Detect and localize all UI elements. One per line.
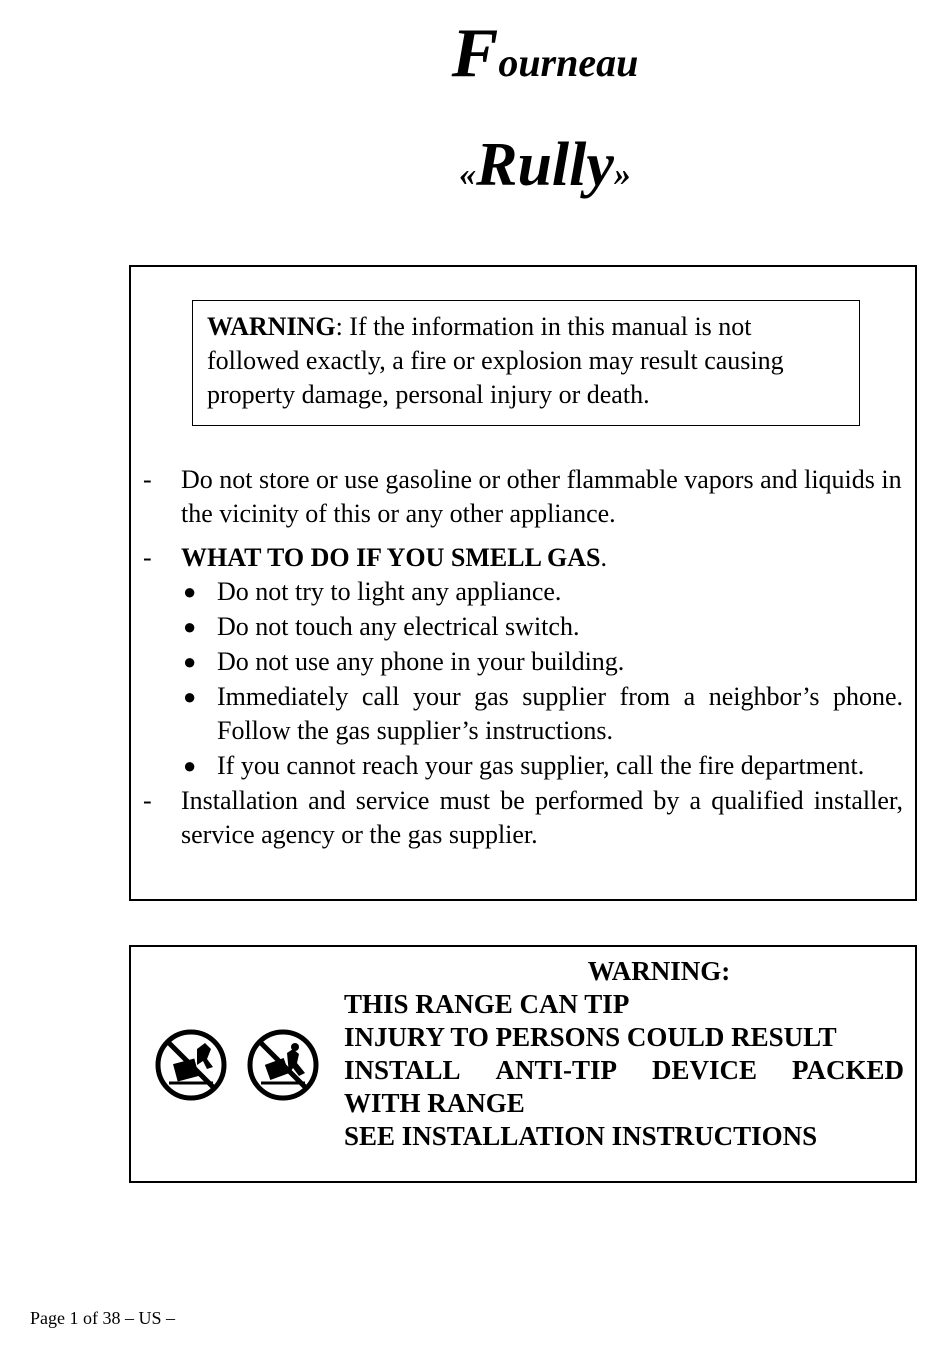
smell-gas-heading: WHAT TO DO IF YOU SMELL GAS — [181, 543, 601, 572]
manual-warning-box — [192, 300, 860, 426]
list-item: ● Do not touch any electrical switch. — [183, 612, 580, 641]
anti-tip-pictograms — [155, 1027, 325, 1103]
no-tip-range-icon — [158, 1032, 224, 1098]
no-child-tip-icon — [250, 1032, 316, 1098]
model-name: Rully — [476, 131, 614, 199]
title-fourneau — [70, 14, 950, 94]
list-item: ● If you cannot reach your gas supplier, call the fire department. — [183, 751, 865, 780]
title-rest: ourneau — [498, 40, 639, 85]
instruction-flammable: - Do not store or use gasoline or other flammable vapors and liquids in the vicinity of this or any other appliance. — [143, 465, 902, 528]
list-item: ● Do not use any phone in your building. — [183, 647, 625, 676]
warning-text: : If the information in this manual is not followed exactly, a fire or explosion may result causing property damage, personal injury or death. — [207, 312, 784, 409]
page-footer: Page 1 of 38 – US – — [30, 1308, 175, 1328]
tip-warning-text: WARNING: THIS RANGE CAN TIP INJURY TO PERSONS COULD RESULT INSTALL ANTI-TIP DEVICE PACKED WITH RANGE SEE INSTALLATION INSTRUCTIONS — [344, 956, 904, 1151]
instruction-installation: - Installation and service must be performed by a qualified installer, service agency or the gas supplier. — [143, 786, 903, 849]
instruction-smell-gas: - WHAT TO DO IF YOU SMELL GAS. — [143, 543, 607, 572]
title-cap-letter: F — [451, 15, 499, 92]
title-model — [70, 130, 950, 201]
list-item: ● Do not try to light any appliance. — [183, 577, 562, 606]
close-quote: » — [613, 156, 631, 193]
list-item: ● Immediately call your gas supplier from a neighbor’s phone. Follow the gas supplier’s instructions. — [183, 682, 903, 745]
smell-gas-steps — [131, 575, 919, 783]
instruction-installation-text: Installation and service must be performed by a qualified installer, service agency or the gas supplier. — [181, 786, 903, 849]
instruction-flammable-text: Do not store or use gasoline or other flammable vapors and liquids in the vicinity of this or any other appliance. — [181, 465, 902, 528]
install-line: INSTALL ANTI-TIP DEVICE PACKED — [344, 1055, 904, 1085]
warning-label: WARNING — [207, 312, 336, 341]
tip-warning-box — [129, 945, 917, 1183]
open-quote: « — [459, 156, 477, 193]
safety-instructions — [131, 463, 919, 852]
safety-box — [129, 265, 917, 901]
tip-warning-heading: WARNING: — [587, 956, 731, 986]
